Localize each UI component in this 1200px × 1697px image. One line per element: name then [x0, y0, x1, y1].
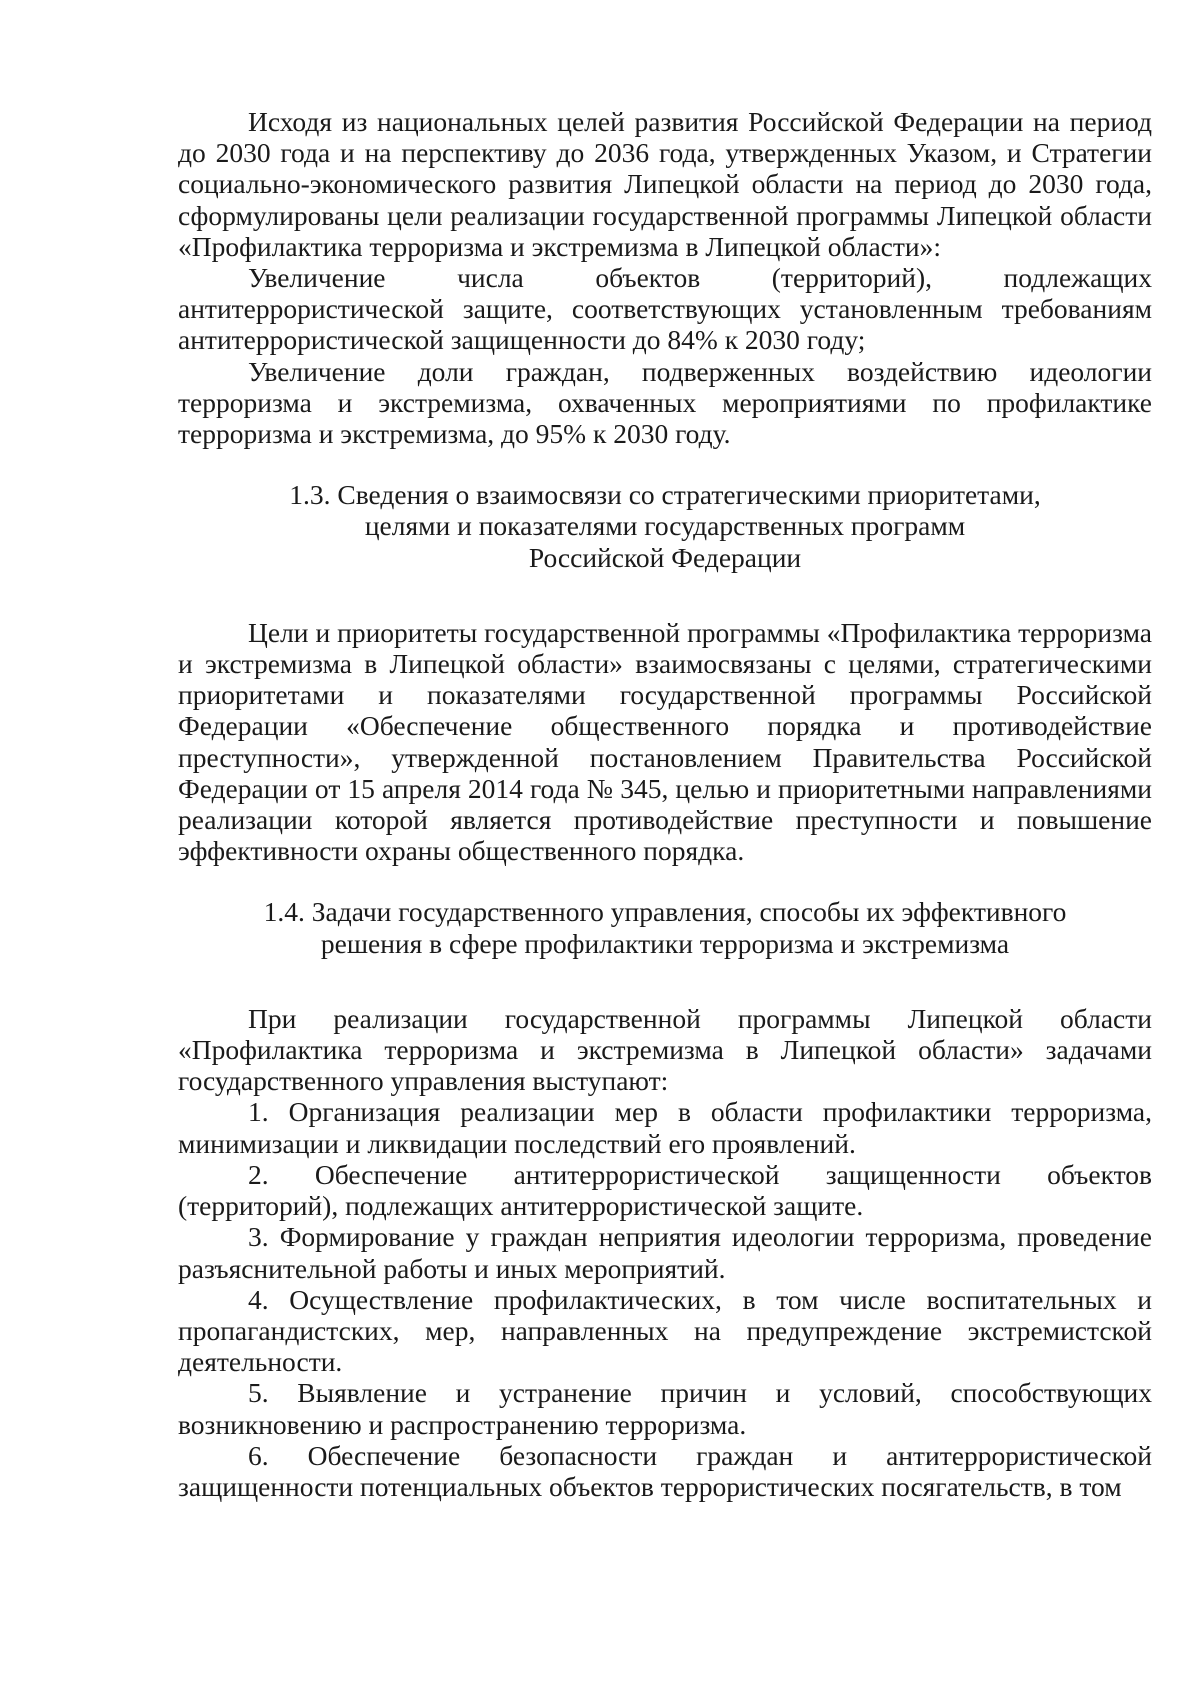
section-1-3-paragraph: Цели и приоритеты государственной программы «Профилактика терроризма и экстремизма в Липецкой области» взаимосвязаны с целями, стратегическими приоритетами и показателями государственной программы Российской Федерации «Обеспечение общественного порядка и противодействие преступности», утвержденной постановлением Правительства Российской Федерации от 15 апреля 2014 года № 345, целью и приоритетными направлениями реализации которой является противодействие преступности и повышение эффективности охраны общественного порядка. [178, 616, 1152, 867]
task-item-6: 6. Обеспечение безопасности граждан и антитеррористической защищенности потенциальных объектов террористических посягательств, в том [178, 1439, 1152, 1502]
section-heading-line: 1.4. Задачи государственного управления, способы их эффективного [263, 896, 1067, 928]
section-1-4-heading [178, 896, 1152, 958]
spacer [178, 959, 1152, 1003]
document-page [178, 106, 1152, 1502]
task-item-3: 3. Формирование у граждан неприятия идеологии терроризма, проведение разъяснительной работы и иных мероприятий. [178, 1221, 1152, 1284]
spacer [178, 866, 1152, 896]
section-1-3-heading [178, 479, 1152, 573]
section-heading-line: решения в сфере профилактики терроризма и экстремизма [320, 927, 1010, 959]
task-item-2: 2. Обеспечение антитеррористической защищенности объектов (территорий), подлежащих антитеррористической защите. [178, 1158, 1152, 1222]
spacer [178, 449, 1152, 479]
spacer [178, 573, 1152, 617]
intro-paragraph-goals: Исходя из национальных целей развития Российской Федерации на период до 2030 года и на перспективу до 2036 года, утвержденных Указом, и Стратегии социально-экономического развития Липецкой области на период до 2030 года, сформулированы цели реализации государственной программы Липецкой области «Профилактика терроризма и экстремизма в Липецкой области»: [178, 106, 1152, 262]
intro-paragraph-goal-citizens: Увеличение доли граждан, подверженных воздействию идеологии терроризма и экстремизма, охваченных мероприятиями по профилактике терроризма и экстремизма, до 95% к 2030 году. [178, 355, 1152, 450]
section-heading-line: 1.3. Сведения о взаимосвязи со стратегическими приоритетами, [289, 479, 1041, 511]
section-1-4-intro-paragraph: При реализации государственной программы Липецкой области «Профилактика терроризма и экстремизма в Липецкой области» задачами государственного управления выступают: [178, 1002, 1152, 1097]
task-item-1: 1. Организация реализации мер в области профилактики терроризма, минимизации и ликвидации последствий его проявлений. [178, 1096, 1152, 1159]
task-item-5: 5. Выявление и устранение причин и условий, способствующих возникновению и распространению терроризма. [178, 1377, 1152, 1440]
intro-paragraph-goal-objects: Увеличение числа объектов (территорий), подлежащих антитеррористической защите, соответствующих установленным требованиям антитеррористической защищенности до 84% к 2030 году; [178, 262, 1152, 356]
task-item-4: 4. Осуществление профилактических, в том числе воспитательных и пропагандистских, мер, направленных на предупреждение экстремистской деятельности. [178, 1283, 1152, 1378]
section-heading-line: целями и показателями государственных программ [364, 510, 966, 542]
section-heading-line: Российской Федерации [528, 541, 802, 573]
